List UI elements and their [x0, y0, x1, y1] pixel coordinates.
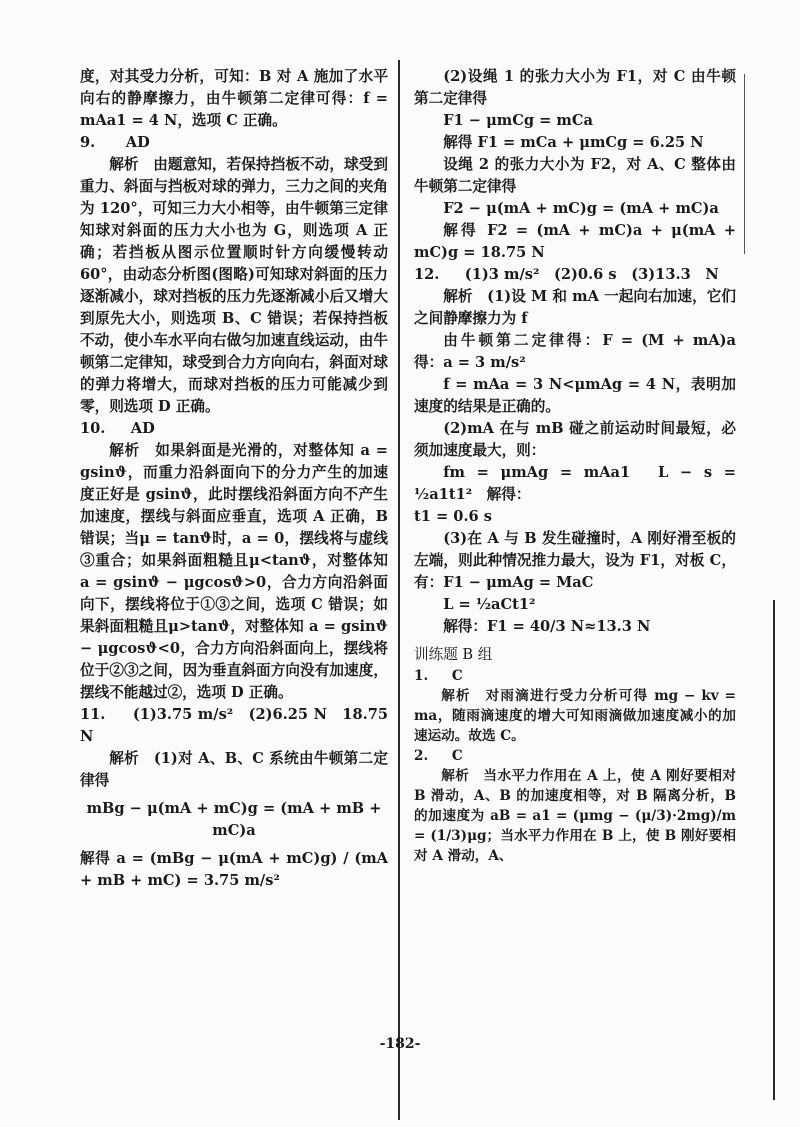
analysis-paragraph: 解析 (1)对 A、B、C 系统由牛顿第二定律得 [80, 750, 388, 789]
equation: fm = μmAg = mAa1 L − s = ½a1t1² 解得： [414, 464, 736, 503]
analysis-paragraph: 解析 对雨滴进行受力分析可得 mg − kv = ma，随雨滴速度的增大可知雨滴做加速度减小的加速运动。故选 C。 [414, 688, 736, 744]
question-12-header [414, 264, 736, 286]
analysis-paragraph: 解析 (1)设 M 和 mA 一起向右加速，它们之间静摩擦力为 f [414, 288, 736, 327]
question-number: 10. [80, 420, 106, 437]
question-11-header [80, 704, 388, 748]
analysis-paragraph: 解析 如果斜面是光滑的，对整体知 a = gsinϑ，而重力沿斜面向下的分力产生的加速度正好是 gsinϑ，此时摆线沿斜面方向不产生加速度，摆线与斜面应垂直，选项 A 正确，B 错误；当μ = tanϑ时，a = 0，摆线将与虚线③重合；如果斜面粗糙且μ<tanϑ，对整体知 a = gsinϑ − μgcosϑ>0，合力方向沿斜面向下，摆线将位于①③之间，选项 C 错误；如果斜面粗糙且μ>tanϑ，对整体知 a = gsinϑ − μgcosϑ<0，合力方向沿斜面向上，摆线将位于②③之间，因为垂直斜面方向没有加速度，摆线不能越过②，选项 D 正确。 [80, 442, 388, 701]
equation: F1 − μmCg = mCa [443, 112, 593, 129]
equation: F2 − μ(mA + mC)g = (mA + mC)a [443, 200, 719, 217]
question-number: 1. [414, 668, 429, 684]
left-column [80, 66, 388, 892]
paragraph: 度，对其受力分析，可知：B 对 A 施加了水平向右的静摩擦力，由牛顿第二定律可得：f = mAa1 = 4 N，选项 C 正确。 [80, 68, 388, 129]
right-column [414, 66, 751, 866]
equation: 解得 F2 = (mA + mC)a + μ(mA + mC)g = 18.75 N [414, 222, 736, 261]
paragraph: (2)mA 在与 mB 碰之前运动时间最短，必须加速度最大，则： [414, 420, 736, 459]
answer: C [451, 668, 463, 684]
question-10-header [80, 418, 388, 440]
analysis-paragraph: 解析 由题意知，若保持挡板不动，球受到重力、斜面与挡板对球的弹力，三力之间的夹角为 120°，可知三力大小相等，由牛顿第三定律知球对斜面的压力大小也为 G，则选项 A 正确；若挡板从图示位置顺时针方向缓慢转动 60°，由动态分析图(图略)可知球对斜面的压力逐渐减小，球对挡板的压力先逐渐减小后又增大到原先大小，则选项 B、C 错误；若保持挡板不动，使小车水平向右做匀加速直线运动，由牛顿第二定律知，球受到合力方向向右，斜面对球的弹力将增大，而球对挡板的压力可能减少到零，则选项 D 正确。 [80, 156, 388, 415]
answer: C [451, 748, 463, 764]
answer: (1)3.75 m/s² (2)6.25 N 18.75 N [80, 706, 388, 745]
section-heading: 训练题 B 组 [414, 646, 493, 663]
column-divider [398, 60, 400, 1120]
equation: 解得 a = (mBg − μ(mA + mC)g) / (mA + mB + mC) = 3.75 m/s² [80, 850, 388, 889]
margin-line [744, 74, 745, 254]
analysis-paragraph: 解析 当水平力作用在 A 上，使 A 刚好要相对 B 滑动，A、B 的加速度相等，对 B 隔离分析，B 的加速度为 aB = a1 = (μmg − (μ/3)·2mg)/m = (1/3)μg；当水平力作用在 B 上，使 B 刚好要相对 A 滑动，A、 [414, 768, 736, 864]
paragraph: f = mAa = 3 N<μmAg = 4 N，表明加速度的结果是正确的。 [414, 376, 736, 415]
question-number: 11. [80, 706, 106, 723]
answer: AD [130, 420, 155, 437]
question-number: 12. [414, 266, 440, 283]
answer: AD [125, 134, 150, 151]
page-number: -182- [379, 1036, 421, 1052]
equation: 解得 F1 = mCa + μmCg = 6.25 N [443, 134, 704, 151]
equation: 解得：F1 = 40/3 N≈13.3 N [443, 618, 651, 635]
paragraph: 由牛顿第二定律得：F = (M + mA)a 得：a = 3 m/s² [414, 332, 751, 371]
question-b1-header [414, 666, 736, 686]
equation: L = ½aCt1² [443, 596, 536, 613]
paragraph: 设绳 2 的张力大小为 F2，对 A、C 整体由牛顿第二定律得 [414, 156, 736, 195]
paragraph: (2)设绳 1 的张力大小为 F1，对 C 由牛顿第二定律得 [414, 68, 736, 107]
equation: mBg − μ(mA + mC)g = (mA + mB + mC)a [86, 800, 382, 839]
question-b2-header [414, 746, 736, 766]
binding-line [773, 600, 775, 1100]
equation: t1 = 0.6 s [414, 508, 492, 525]
question-number: 9. [80, 134, 96, 151]
paragraph: (3)在 A 与 B 发生碰撞时，A 刚好滑至板的左端，则此种情况推力最大，设为 F1，对板 C，有：F1 − μmAg = MaC [414, 530, 736, 591]
answer: (1)3 m/s² (2)0.6 s (3)13.3 N [464, 266, 719, 283]
question-number: 2. [414, 748, 429, 764]
question-9-header [80, 132, 388, 154]
